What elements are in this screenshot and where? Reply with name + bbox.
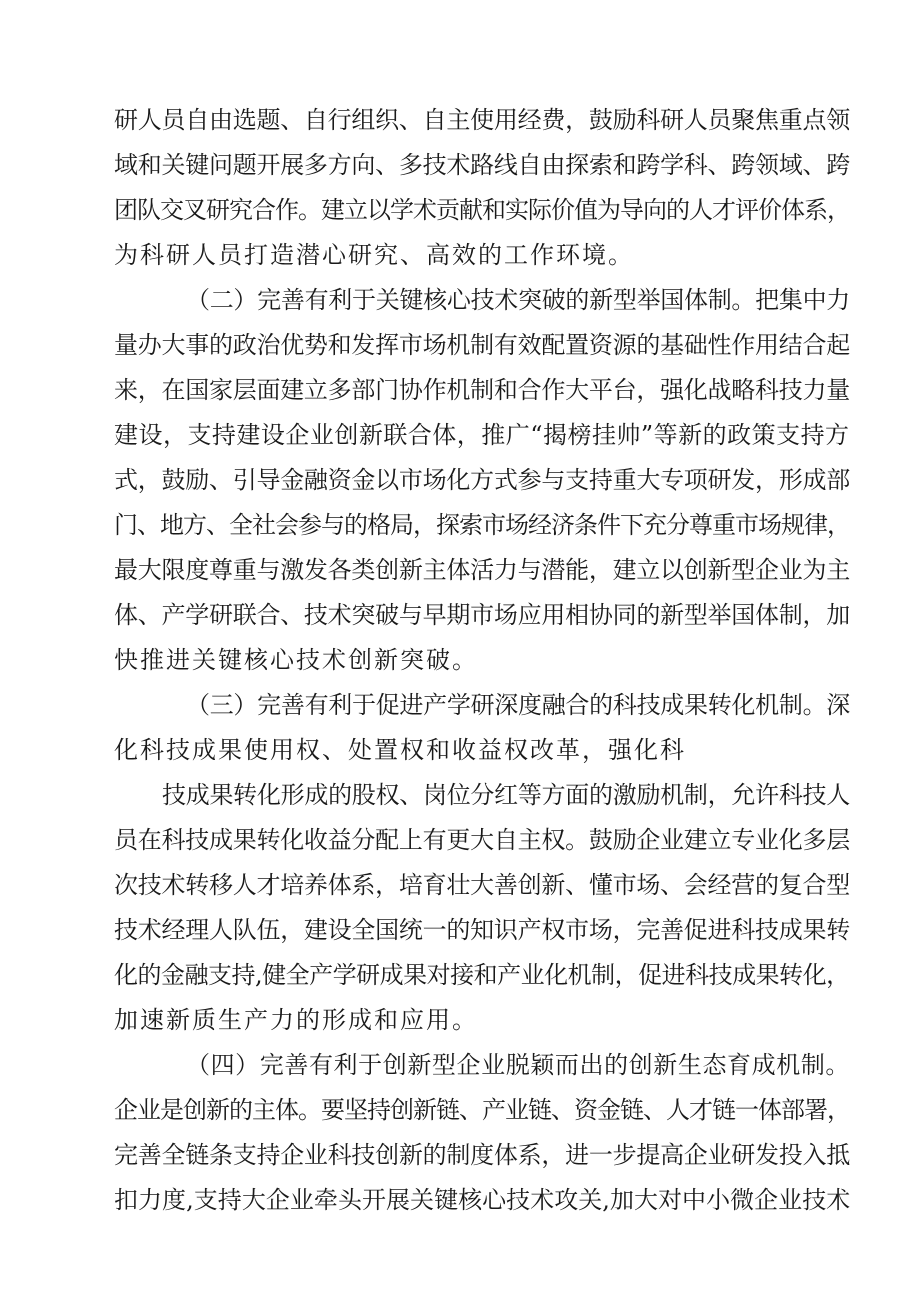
- text-line: 技术经理人队伍，建设全国统一的知识产权市场，完善促进科技成果转: [114, 916, 850, 944]
- text-line: 量办大事的政治优势和发挥市场机制有效配置资源的基础性作用结合起: [114, 331, 850, 359]
- text-line: 团队交叉研究合作。建立以学术贡献和实际价值为导向的人才评价体系，: [114, 196, 850, 224]
- text-line: 技成果转化形成的股权、岗位分红等方面的激励机制，允许科技人: [162, 781, 850, 809]
- text-line: 体、产学研联合、技术突破与早期市场应用相协同的新型举国体制，加: [114, 601, 850, 629]
- text-line: 员在科技成果转化收益分配上有更大自主权。鼓励企业建立专业化多层: [114, 826, 850, 854]
- text-line: 加速新质生产力的形成和应用。: [114, 1006, 478, 1034]
- text-line: 式，鼓励、引导金融资金以市场化方式参与支持重大专项研发，形成部: [114, 466, 850, 494]
- text-line: 化科技成果使用权、处置权和收益权改革，强化科: [114, 736, 686, 764]
- section-heading-3: （三）完善有利于促进产学研深度融合的科技成果转化机制。深: [186, 691, 850, 719]
- text-line: 来，在国家层面建立多部门协作机制和合作大平台，强化战略科技力量: [114, 376, 850, 404]
- text-line: 完善全链条支持企业科技创新的制度体系，进一步提高企业研发投入抵: [114, 1141, 850, 1169]
- text-line: 域和关键问题开展多方向、多技术路线自由探索和跨学科、跨领域、跨: [114, 151, 850, 179]
- text-line: 次技术转移人才培养体系，培育壮大善创新、懂市场、会经营的复合型: [114, 871, 850, 899]
- section-heading-2: （二）完善有利于关键核心技术突破的新型举国体制。把集中力: [186, 286, 850, 314]
- text-line: 扣力度,支持大企业牵头开展关键核心技术攻关,加大对中小微企业技术: [114, 1186, 851, 1214]
- text-line: 门、地方、全社会参与的格局，探索市场经济条件下充分尊重市场规律，: [114, 511, 850, 539]
- text-line: 为科研人员打造潜心研究、高效的工作环境。: [114, 241, 634, 269]
- text-line: 研人员自由选题、自行组织、自主使用经费，鼓励科研人员聚焦重点领: [114, 106, 850, 134]
- text-line: 化的金融支持,健全产学研成果对接和产业化机制，促进科技成果转化，: [114, 961, 850, 989]
- text-line: 建设，支持建设企业创新联合体，推广“揭榜挂帅”等新的政策支持方: [114, 421, 850, 449]
- text-line: 最大限度尊重与激发各类创新主体活力与潜能，建立以创新型企业为主: [114, 556, 850, 584]
- text-line: 快推进关键核心技术创新突破。: [114, 646, 478, 674]
- section-heading-4: （四）完善有利于创新型企业脱颖而出的创新生态育成机制。: [186, 1051, 850, 1079]
- text-line: 企业是创新的主体。要坚持创新链、产业链、资金链、人才链一体部署，: [114, 1096, 850, 1124]
